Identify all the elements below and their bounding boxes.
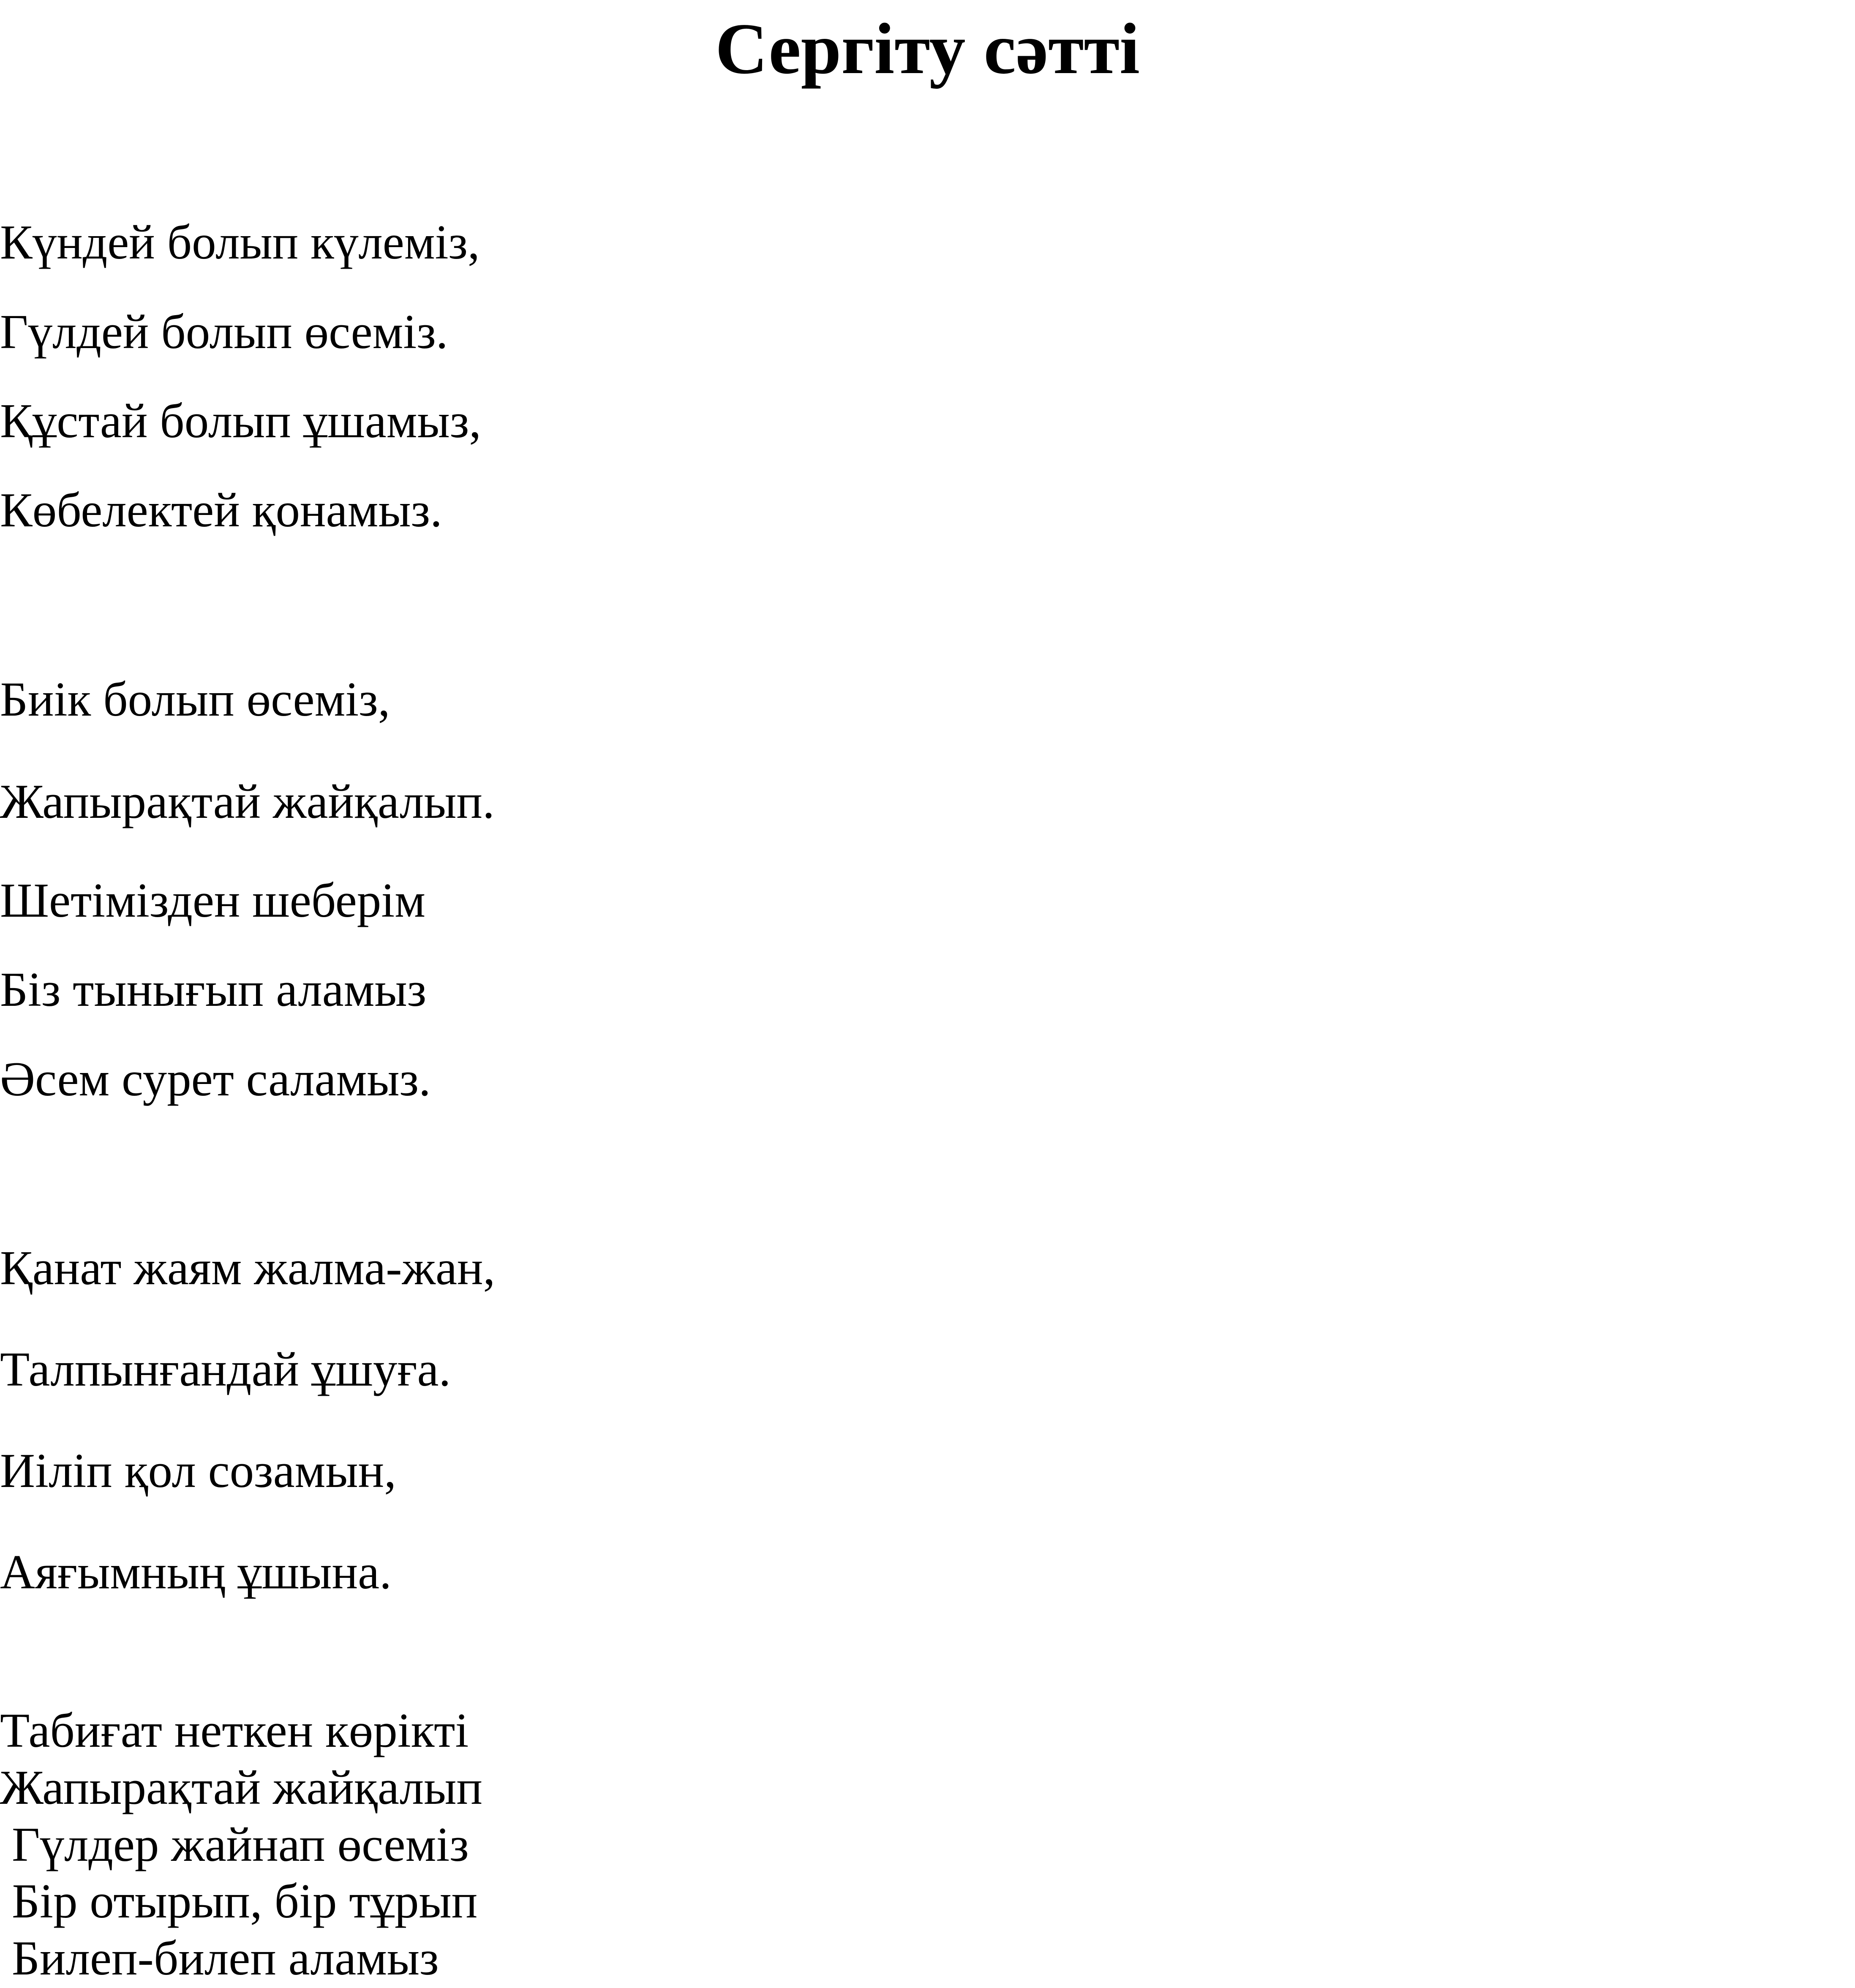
poem-line: Табиғат неткен көрікті [0, 1704, 469, 1757]
poem-line: Шетімізден шеберім [0, 874, 426, 927]
poem-line: Қанат жаям жалма-жан, [0, 1241, 496, 1295]
poem-line: Жапырақтай жайқалып. [0, 775, 495, 828]
poem-line: Талпынғандай ұшуға. [0, 1343, 451, 1396]
poem-line: Гүлдер жайнап өсеміз [12, 1818, 469, 1871]
poem-line: Билеп-билеп аламыз [12, 1931, 439, 1985]
poem-line: Жапырақтай жайқалып [0, 1761, 483, 1814]
poem-line: Күндей болып күлеміз, [0, 215, 480, 269]
poem-line: Көбелектей қонамыз. [0, 483, 442, 537]
page-title: Сергіту сәтті [715, 9, 1140, 89]
poem-line: Иіліп қол созамын, [0, 1444, 396, 1498]
poem-line: Биік болып өсеміз, [0, 673, 390, 726]
poem-line: Біз тынығып аламыз [0, 963, 427, 1016]
poem-line: Әсем сурет саламыз. [0, 1052, 431, 1106]
poem-line: Құстай болып ұшамыз, [0, 394, 481, 448]
poem-line: Аяғымның ұшына. [0, 1545, 392, 1599]
poem-line: Гүлдей болып өсеміз. [0, 305, 448, 359]
poem-line: Бір отырып, бір тұрып [12, 1874, 478, 1928]
